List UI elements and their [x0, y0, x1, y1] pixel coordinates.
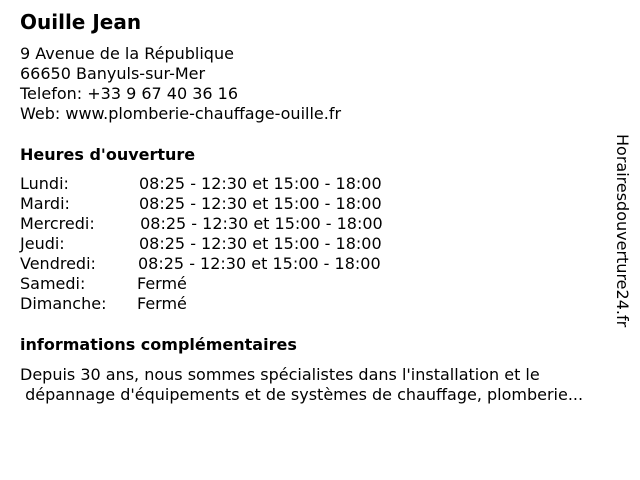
hours-value: Fermé — [137, 294, 187, 313]
day-label: Mercredi: — [20, 214, 95, 233]
business-address — [20, 44, 341, 124]
day-label: Lundi: — [20, 174, 69, 193]
address-city: 66650 Banyuls-sur-Mer — [20, 64, 206, 83]
business-phone: Telefon: +33 9 67 40 36 16 — [20, 84, 239, 103]
day-label: Mardi: — [20, 194, 70, 213]
business-website: Web: www.plomberie-chauffage-ouille.fr — [20, 104, 342, 123]
address-street: 9 Avenue de la République — [20, 44, 234, 63]
hours-value: Fermé — [137, 274, 187, 293]
hours-heading: Heures d'ouverture — [20, 145, 196, 164]
hours-value: 08:25 - 12:30 et 15:00 - 18:00 — [139, 194, 382, 213]
description-line: Depuis 30 ans, nous sommes spécialistes dans l'installation et le — [20, 365, 540, 384]
site-watermark: Horairesdouverture24.fr — [613, 134, 632, 328]
hours-value: 08:25 - 12:30 et 15:00 - 18:00 — [139, 174, 382, 193]
day-label: Jeudi: — [20, 234, 65, 253]
description-line: dépannage d'équipements et de systèmes de chauffage, plomberie... — [20, 385, 584, 404]
hours-value: 08:25 - 12:30 et 15:00 - 18:00 — [135, 214, 383, 233]
day-label: Dimanche: — [20, 294, 107, 313]
hours-value: 08:25 - 12:30 et 15:00 - 18:00 — [138, 254, 381, 273]
day-label: Samedi: — [20, 274, 86, 293]
hours-value: 08:25 - 12:30 et 15:00 - 18:00 — [139, 234, 382, 253]
business-description — [20, 365, 635, 405]
business-name: Ouille Jean — [20, 10, 142, 34]
day-label: Vendredi: — [20, 254, 96, 273]
info-heading: informations complémentaires — [20, 335, 297, 354]
